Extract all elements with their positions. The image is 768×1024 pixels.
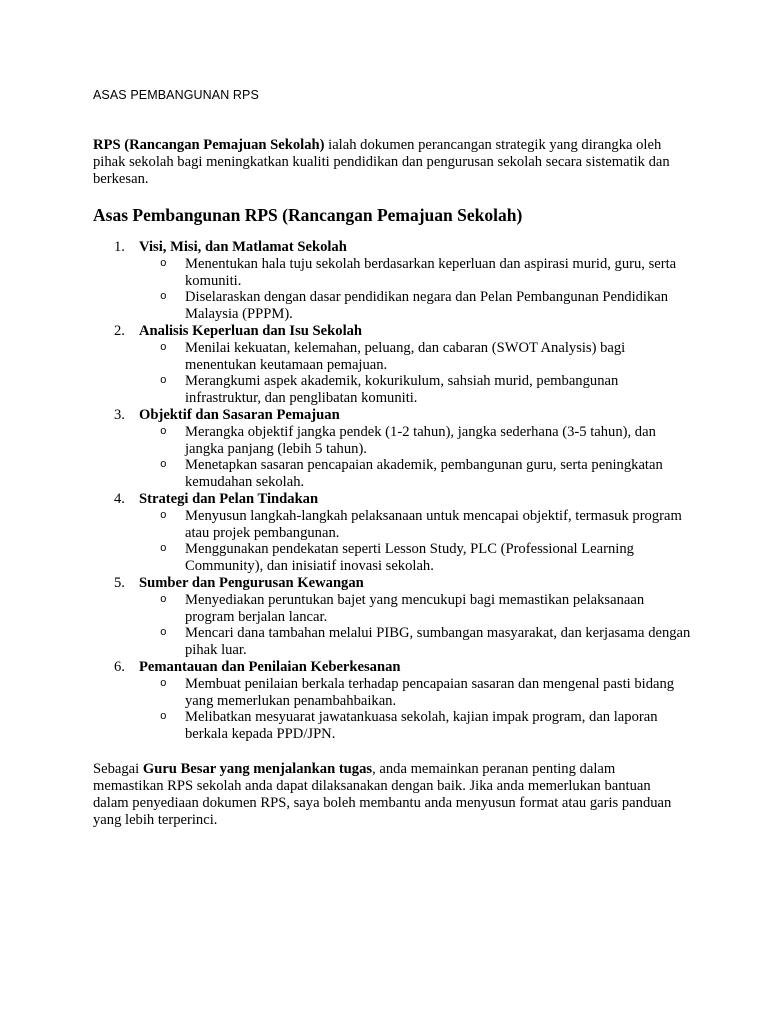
sub-item-text: Mencari dana tambahan melalui PIBG, sumbangan masyarakat, dan kerjasama dengan pihak luar. — [185, 625, 691, 659]
sub-list-item — [139, 541, 693, 575]
closing-paragraph — [93, 761, 683, 829]
list-item — [93, 407, 693, 491]
circle-bullet-icon: o — [160, 257, 167, 270]
sub-item-text: Menilai kekuatan, kelemahan, peluang, dan cabaran (SWOT Analysis) bagi menentukan keutamaan pemajuan. — [185, 339, 626, 373]
sub-list-item — [139, 508, 693, 542]
circle-bullet-icon: o — [160, 341, 167, 354]
list-item-title: Visi, Misi, dan Matlamat Sekolah — [139, 239, 347, 255]
section-heading: Asas Pembangunan RPS (Rancangan Pemajuan Sekolah) — [93, 205, 523, 225]
sub-list — [139, 256, 693, 323]
list-item-number: 4. — [114, 490, 125, 507]
list-item-title: Analisis Keperluan dan Isu Sekolah — [139, 322, 363, 339]
sub-list-item — [139, 340, 693, 374]
circle-bullet-icon: o — [160, 509, 167, 522]
sub-list — [139, 424, 693, 491]
sub-list-item — [139, 289, 693, 323]
closing-text: , anda memainkan peranan penting dalam memastikan RPS sekolah anda dapat dilaksanakan dengan baik. Jika anda memerlukan bantuan dalam penyediaan dokumen RPS, saya boleh membantu anda menyusun format atau garis panduan yang lebih terperinci. — [93, 761, 672, 828]
circle-bullet-icon: o — [160, 375, 167, 388]
sub-item-text: Merangkumi aspek akademik, kokurikulum, sahsiah murid, pembangunan infrastruktur, dan penglibatan komuniti. — [185, 373, 619, 407]
circle-bullet-icon: o — [160, 711, 167, 724]
sub-list — [139, 676, 693, 743]
intro-text: ialah dokumen perancangan strategik yang dirangka oleh pihak sekolah bagi meningkatkan kualiti pendidikan dan pengurusan sekolah secara sistematik dan berkesan. — [93, 137, 670, 187]
list-item — [93, 491, 693, 575]
intro-bold-term: RPS (Rancangan Pemajuan Sekolah) — [93, 137, 325, 153]
document-header-title: ASAS PEMBANGUNAN RPS — [93, 88, 259, 102]
circle-bullet-icon: o — [160, 593, 167, 606]
circle-bullet-icon: o — [160, 677, 167, 690]
circle-bullet-icon: o — [160, 291, 167, 304]
sub-item-text: Menentukan hala tuju sekolah berdasarkan keperluan dan aspirasi murid, guru, serta komuniti. — [185, 255, 677, 289]
sub-list-item — [139, 625, 693, 659]
circle-bullet-icon: o — [160, 425, 167, 438]
intro-paragraph — [93, 137, 683, 188]
list-item-title: Strategi dan Pelan Tindakan — [139, 490, 319, 507]
list-item-number: 6. — [114, 658, 125, 675]
list-item — [93, 575, 693, 659]
list-item-number: 3. — [114, 406, 125, 423]
sub-list-item — [139, 457, 693, 491]
sub-list-item — [139, 256, 693, 290]
sub-list-item — [139, 709, 693, 743]
sub-list-item — [139, 424, 693, 458]
sub-list-item — [139, 592, 693, 626]
list-item-title: Pemantauan dan Penilaian Keberkesanan — [139, 658, 401, 675]
sub-list-item — [139, 676, 693, 710]
sub-item-text: Merangka objektif jangka pendek (1-2 tahun), jangka sederhana (3-5 tahun), dan jangka panjang (lebih 5 tahun). — [185, 423, 656, 457]
sub-item-text: Membuat penilaian berkala terhadap pencapaian sasaran dan mengenal pasti bidang yang memerlukan penambahbaikan. — [185, 675, 675, 709]
sub-item-text: Menyusun langkah-langkah pelaksanaan untuk mencapai objektif, termasuk program atau projek pembangunan. — [185, 507, 682, 541]
sub-list — [139, 508, 693, 575]
list-item-title: Objektif dan Sasaran Pemajuan — [139, 406, 340, 423]
sub-item-text: Menyediakan peruntukan bajet yang mencukupi bagi memastikan pelaksanaan program berjalan lancar. — [185, 591, 645, 625]
principles-list — [93, 239, 693, 743]
circle-bullet-icon: o — [160, 543, 167, 556]
list-item-title: Sumber dan Pengurusan Kewangan — [139, 574, 364, 591]
list-item — [93, 239, 693, 323]
list-item-number: 5. — [114, 574, 125, 591]
sub-list-item — [139, 373, 693, 407]
sub-item-text: Menetapkan sasaran pencapaian akademik, pembangunan guru, serta peningkatan kemudahan sekolah. — [185, 457, 663, 491]
list-item — [93, 659, 693, 743]
closing-prefix: Sebagai — [93, 761, 143, 777]
circle-bullet-icon: o — [160, 459, 167, 472]
sub-list — [139, 592, 693, 659]
list-item-number: 2. — [114, 322, 125, 339]
circle-bullet-icon: o — [160, 627, 167, 640]
list-item-number: 1. — [114, 239, 125, 255]
sub-list — [139, 340, 693, 407]
sub-item-text: Menggunakan pendekatan seperti Lesson Study, PLC (Professional Learning Community), dan inisiatif inovasi sekolah. — [185, 541, 634, 575]
sub-item-text: Diselaraskan dengan dasar pendidikan negara dan Pelan Pembangunan Pendidikan Malaysia (PPPM). — [185, 289, 669, 323]
closing-bold-phrase: Guru Besar yang menjalankan tugas — [142, 761, 373, 777]
sub-item-text: Melibatkan mesyuarat jawatankuasa sekolah, kajian impak program, dan laporan berkala kepada PPD/JPN. — [185, 709, 658, 743]
list-item — [93, 323, 693, 407]
